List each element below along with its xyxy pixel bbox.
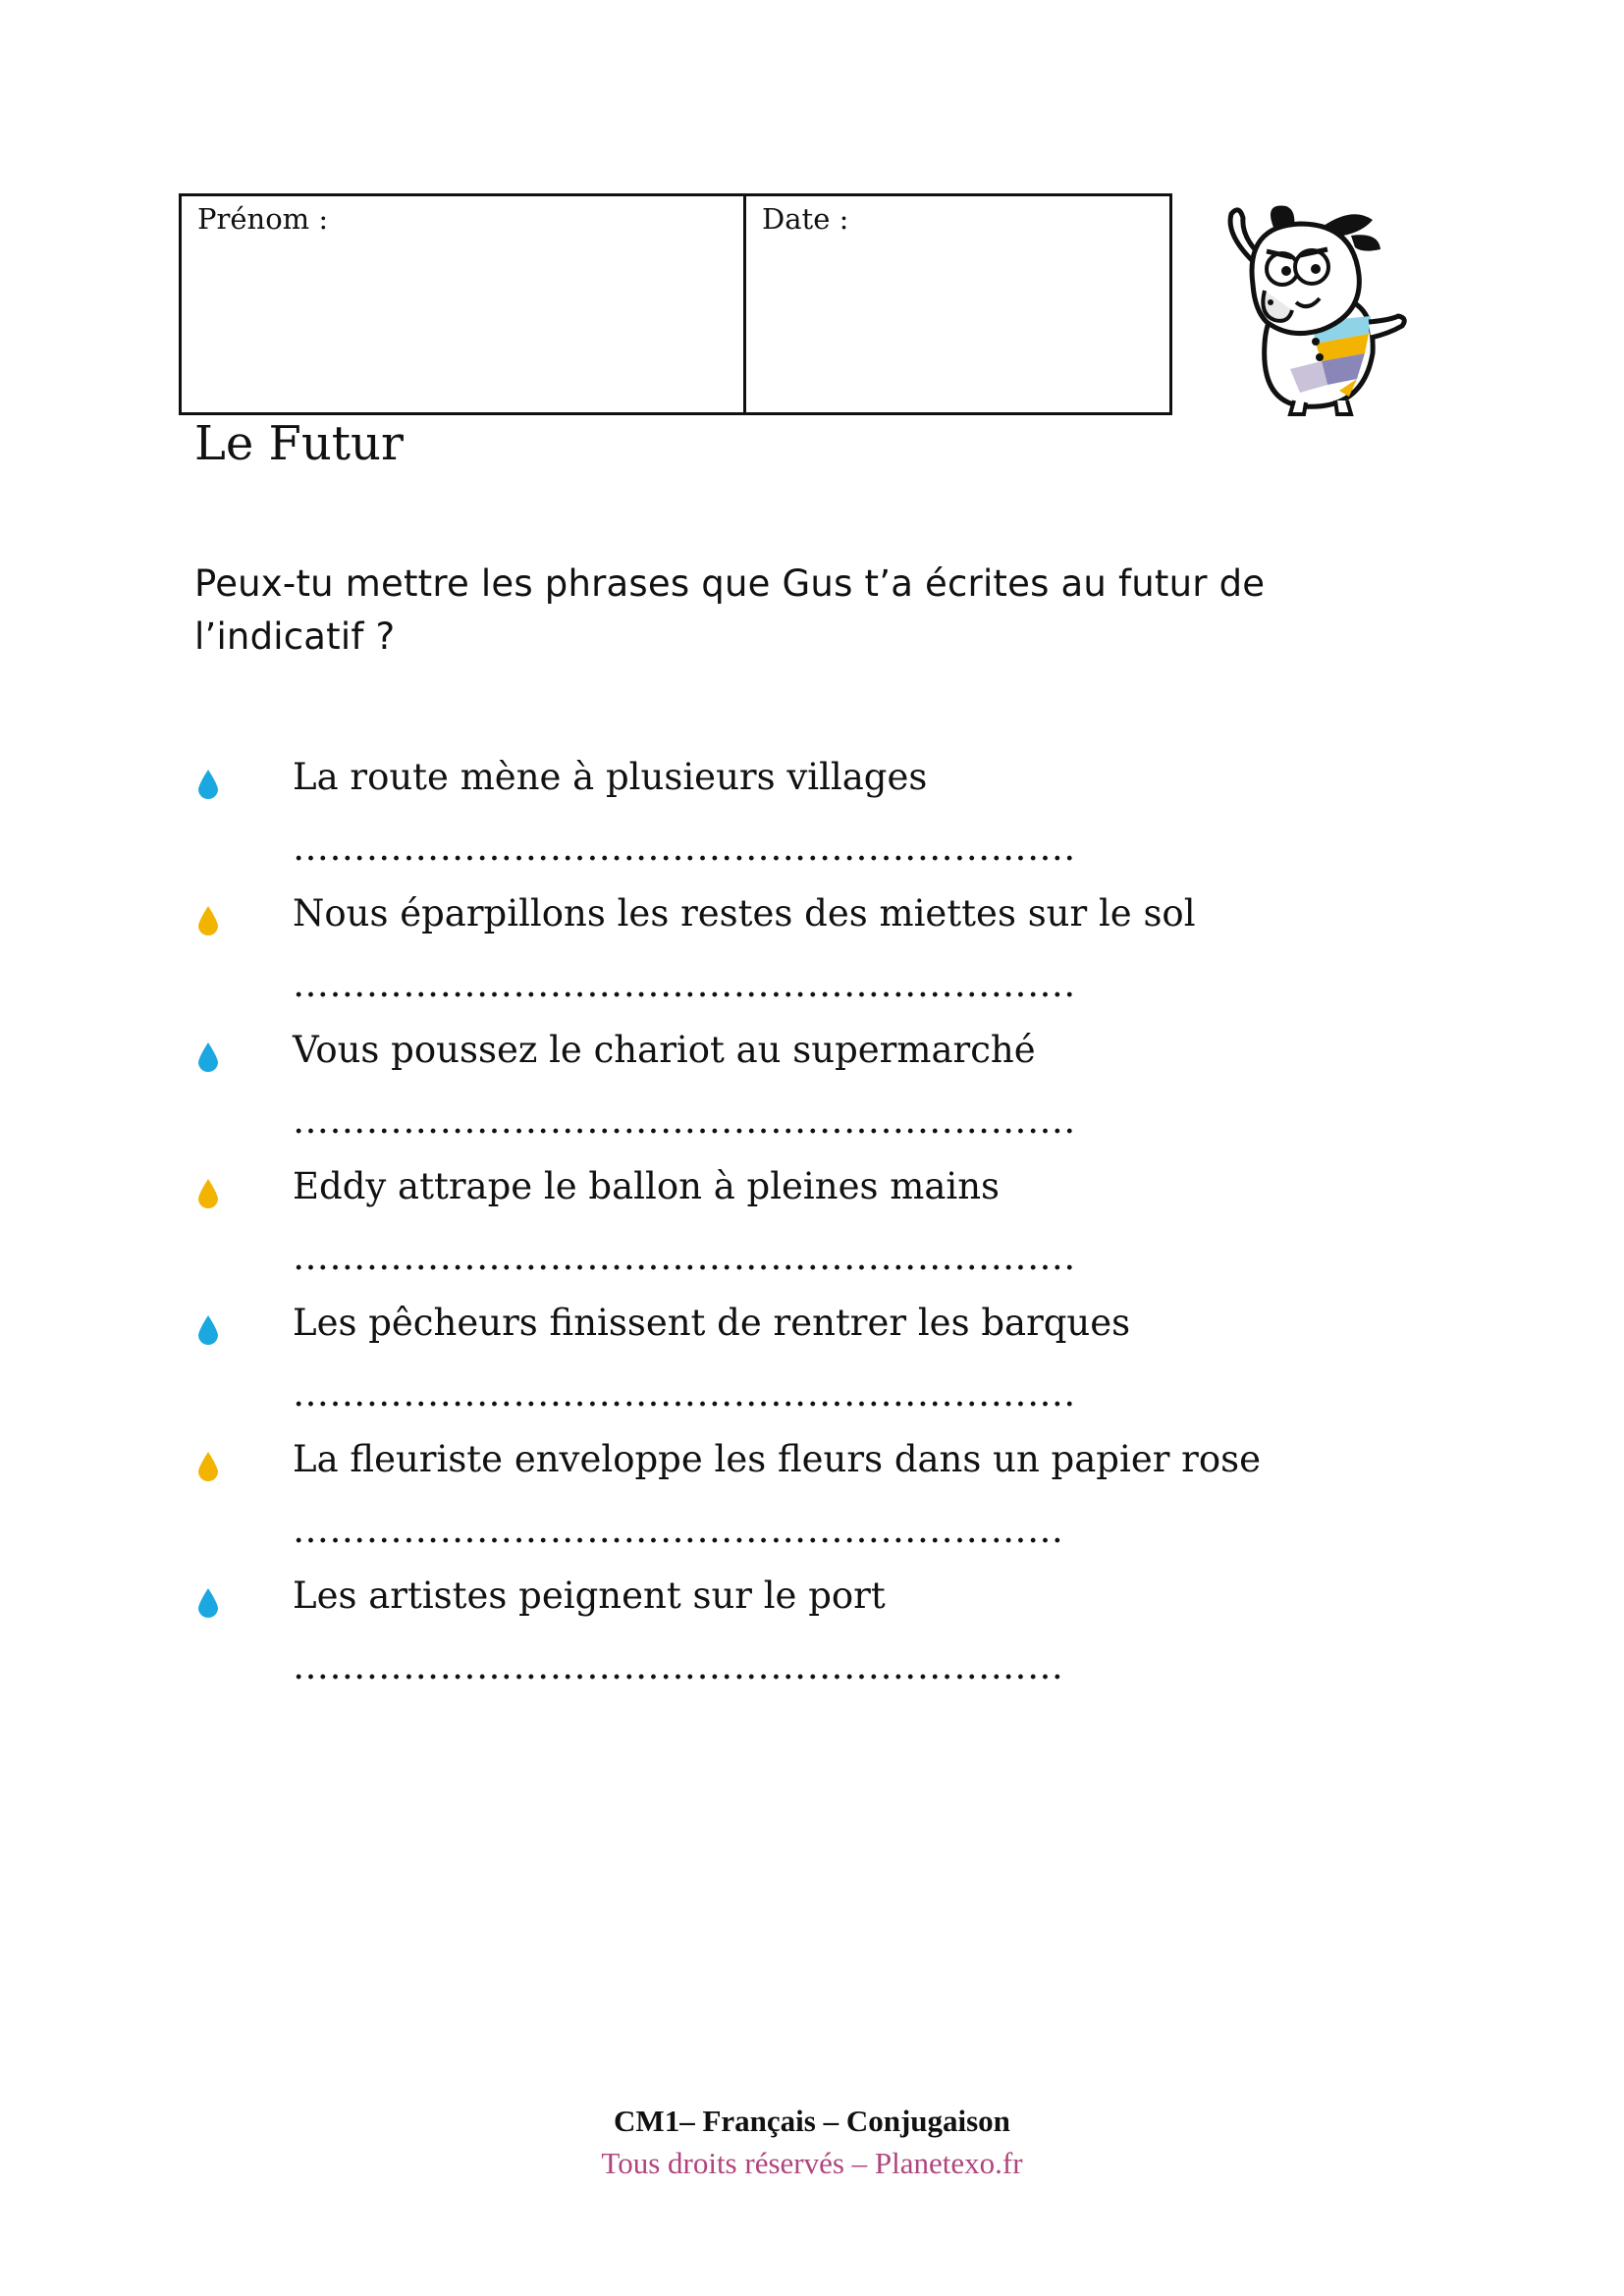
date-cell[interactable] (746, 196, 1169, 412)
yellow-drop-icon (195, 904, 221, 937)
blue-drop-icon (195, 1041, 221, 1074)
answer-line[interactable]: ………………………………………………………. (293, 1099, 1076, 1142)
footer-copyright: Tous droits réservés – Planetexo.fr (601, 2146, 1023, 2180)
exercise-sentence: Nous éparpillons les restes des miettes sur le sol (293, 892, 1196, 934)
list-item (0, 892, 1624, 1030)
exercise-sentence: Les artistes peignent sur le port (293, 1575, 886, 1617)
list-item (0, 756, 1624, 893)
name-cell[interactable] (182, 196, 746, 412)
list-item (0, 1302, 1624, 1439)
answer-line[interactable]: ………………………………………………………. (293, 1372, 1076, 1415)
answer-line[interactable]: ……………………………………………………… (293, 1509, 1064, 1551)
list-item (0, 1029, 1624, 1166)
blue-drop-icon (195, 768, 221, 801)
exercise-sentence: La route mène à plusieurs villages (293, 756, 928, 798)
answer-line[interactable]: ………………………………………………………. (293, 1236, 1076, 1278)
blue-drop-icon (195, 1586, 221, 1620)
list-item (0, 1165, 1624, 1303)
gus-mascot-icon (1206, 196, 1414, 416)
answer-line[interactable]: ……………………………………………………… (293, 1645, 1064, 1687)
exercise-instruction: Peux-tu mettre les phrases que Gus t’a écrites au futur de l’indicatif ? (194, 562, 1266, 658)
exercise-sentence: La fleuriste enveloppe les fleurs dans un papier rose (293, 1438, 1262, 1480)
blue-drop-icon (195, 1313, 221, 1347)
answer-line[interactable]: ………………………………………………………. (293, 827, 1076, 869)
yellow-drop-icon (195, 1450, 221, 1483)
date-label: Date : (762, 202, 849, 236)
student-info-table (179, 193, 1172, 415)
answer-line[interactable]: ………………………………………………………. (293, 963, 1076, 1005)
exercise-sentence: Eddy attrape le ballon à pleines mains (293, 1165, 1001, 1207)
exercise-sentence: Les pêcheurs finissent de rentrer les barques (293, 1302, 1131, 1344)
name-label: Prénom : (197, 202, 329, 236)
exercise-sentence: Vous poussez le chariot au supermarché (293, 1029, 1036, 1071)
yellow-drop-icon (195, 1177, 221, 1210)
list-item (0, 1438, 1624, 1575)
list-item (0, 1575, 1624, 1712)
page-title: Le Futur (194, 416, 404, 471)
footer-course: CM1– Français – Conjugaison (614, 2104, 1010, 2138)
